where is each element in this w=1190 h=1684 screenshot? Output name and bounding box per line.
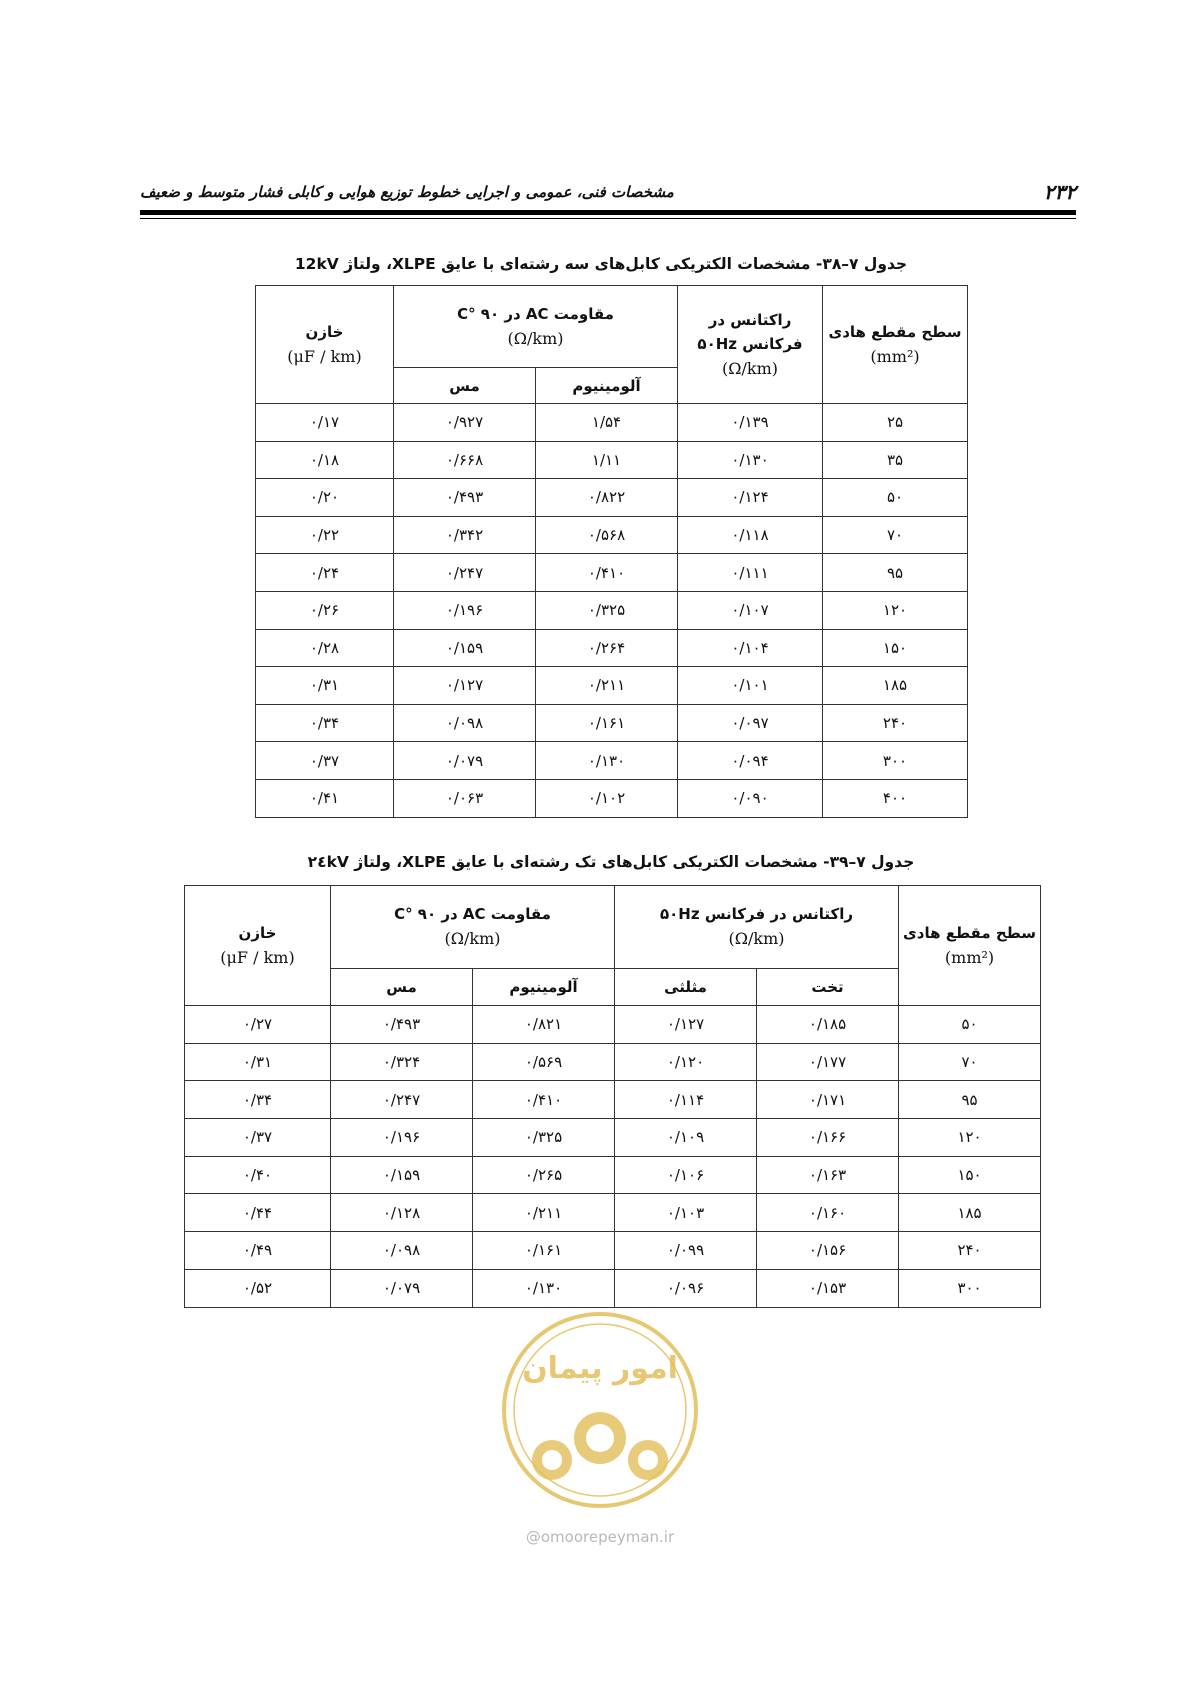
- cell-capacitance: ۰/۵۲: [185, 1269, 331, 1307]
- header-capacitance-unit: (μF / km): [287, 346, 362, 366]
- cell-aluminium: ۰/۲۱۱: [473, 1194, 615, 1232]
- cell-area: ۲۴۰: [823, 704, 968, 742]
- watermark-url: @omoorepeyman.ir: [525, 1528, 675, 1546]
- cell-reactance: ۰/۰۹۴: [678, 742, 823, 780]
- cell-area: ۵۰: [899, 1006, 1041, 1044]
- cell-trefoil: ۰/۰۹۶: [615, 1269, 757, 1307]
- cell-area: ۲۵: [823, 404, 968, 442]
- cell-area: ۲۴۰: [899, 1232, 1041, 1270]
- table-row: [256, 479, 968, 517]
- cell-aluminium: ۰/۱۳۰: [473, 1269, 615, 1307]
- cell-area: ۱۲۰: [899, 1119, 1041, 1157]
- cell-copper: ۰/۳۲۴: [331, 1043, 473, 1081]
- cell-area: ۱۲۰: [823, 591, 968, 629]
- header-resistance: [331, 886, 615, 969]
- header-reactance-title: راکتانس در فرکانس ۵۰Hz: [660, 905, 854, 924]
- cell-reactance: ۰/۱۰۱: [678, 667, 823, 705]
- cell-capacitance: ۰/۳۱: [185, 1043, 331, 1081]
- header-capacitance-title: خازن: [305, 322, 344, 341]
- table-row: [256, 629, 968, 667]
- header-area-unit: (mm²): [870, 346, 920, 366]
- cell-copper: ۰/۹۲۷: [394, 404, 536, 442]
- header-reactance-line2: فرکانس ۵۰Hz: [697, 334, 803, 353]
- table-row: [256, 779, 968, 817]
- cell-area: ۳۰۰: [823, 742, 968, 780]
- cell-copper: ۰/۰۹۸: [331, 1232, 473, 1270]
- table-row: [185, 1043, 1041, 1081]
- cell-aluminium: ۰/۳۲۵: [536, 591, 678, 629]
- cell-aluminium: ۱/۱۱: [536, 441, 678, 479]
- table-row: [256, 591, 968, 629]
- header-rule-thick: [140, 210, 1076, 215]
- cell-copper: ۰/۱۹۶: [394, 591, 536, 629]
- cell-flat: ۰/۱۵۶: [757, 1232, 899, 1270]
- cell-copper: ۰/۳۴۲: [394, 516, 536, 554]
- cell-capacitance: ۰/۲۶: [256, 591, 394, 629]
- header-capacitance: [256, 286, 394, 404]
- cell-reactance: ۰/۱۱۱: [678, 554, 823, 592]
- cell-area: ۳۰۰: [899, 1269, 1041, 1307]
- table-row: [185, 1156, 1041, 1194]
- cell-aluminium: ۰/۱۳۰: [536, 742, 678, 780]
- cell-capacitance: ۰/۴۴: [185, 1194, 331, 1232]
- cell-area: ۱۸۵: [823, 667, 968, 705]
- header-capacitance-title: خازن: [238, 923, 277, 942]
- cell-aluminium: ۱/۵۴: [536, 404, 678, 442]
- cell-aluminium: ۰/۴۱۰: [536, 554, 678, 592]
- cell-reactance: ۰/۱۲۴: [678, 479, 823, 517]
- header-aluminium: آلومینیوم: [473, 969, 615, 1006]
- cell-flat: ۰/۱۸۵: [757, 1006, 899, 1044]
- header-area-title: سطح مقطع هادی: [903, 923, 1037, 942]
- table-row: [256, 516, 968, 554]
- header-reactance-line1: راکتانس در: [708, 310, 792, 329]
- header-reactance: [678, 286, 823, 404]
- cell-copper: ۰/۴۹۳: [331, 1006, 473, 1044]
- table-row: [185, 1006, 1041, 1044]
- cell-capacitance: ۰/۱۸: [256, 441, 394, 479]
- header-trefoil: مثلثی: [615, 969, 757, 1006]
- cell-area: ۱۸۵: [899, 1194, 1041, 1232]
- cell-capacitance: ۰/۱۷: [256, 404, 394, 442]
- cell-area: ۵۰: [823, 479, 968, 517]
- cell-capacitance: ۰/۳۱: [256, 667, 394, 705]
- cell-capacitance: ۰/۲۸: [256, 629, 394, 667]
- header-reactance-unit: (Ω/km): [728, 929, 785, 949]
- cell-aluminium: ۰/۸۲۲: [536, 479, 678, 517]
- cell-aluminium: ۰/۸۲۱: [473, 1006, 615, 1044]
- cell-trefoil: ۰/۱۰۹: [615, 1119, 757, 1157]
- table1: [255, 285, 968, 818]
- header-area-unit: (mm²): [944, 947, 995, 967]
- cell-area: ۱۵۰: [823, 629, 968, 667]
- cell-aluminium: ۰/۲۶۴: [536, 629, 678, 667]
- cell-capacitance: ۰/۲۴: [256, 554, 394, 592]
- cell-trefoil: ۰/۱۰۳: [615, 1194, 757, 1232]
- running-title: مشخصات فنی، عمومی و اجرایی خطوط توزیع هوایی و کابلی فشار متوسط و ضعیف: [140, 183, 674, 201]
- cell-flat: ۰/۱۶۶: [757, 1119, 899, 1157]
- cell-reactance: ۰/۱۰۷: [678, 591, 823, 629]
- cell-aluminium: ۰/۵۶۸: [536, 516, 678, 554]
- header-area: [899, 886, 1041, 1006]
- cell-reactance: ۰/۱۳۹: [678, 404, 823, 442]
- cell-aluminium: ۰/۲۱۱: [536, 667, 678, 705]
- header-reactance: [615, 886, 899, 969]
- cell-capacitance: ۰/۴۹: [185, 1232, 331, 1270]
- cell-flat: ۰/۱۶۳: [757, 1156, 899, 1194]
- table-row: [256, 704, 968, 742]
- cell-aluminium: ۰/۲۶۵: [473, 1156, 615, 1194]
- cell-capacitance: ۰/۳۷: [185, 1119, 331, 1157]
- cell-aluminium: ۰/۵۶۹: [473, 1043, 615, 1081]
- cell-reactance: ۰/۰۹۰: [678, 779, 823, 817]
- cell-capacitance: ۰/۲۲: [256, 516, 394, 554]
- cell-reactance: ۰/۰۹۷: [678, 704, 823, 742]
- cell-area: ۹۵: [899, 1081, 1041, 1119]
- cell-copper: ۰/۲۴۷: [331, 1081, 473, 1119]
- header-capacitance: [185, 886, 331, 1006]
- watermark-logo-text: امور پیمان: [522, 1351, 678, 1386]
- table1-caption: جدول ۷–۳۸- مشخصات الکتریکی کابل‌های سه رشته‌ای با عایق XLPE، ولتاژ 12kV: [294, 255, 908, 273]
- cell-reactance: ۰/۱۰۴: [678, 629, 823, 667]
- cell-area: ۱۵۰: [899, 1156, 1041, 1194]
- cell-copper: ۰/۰۹۸: [394, 704, 536, 742]
- header-resistance-title: مقاومت AC در C° ۹۰: [394, 905, 551, 924]
- cell-aluminium: ۰/۱۶۱: [536, 704, 678, 742]
- cell-copper: ۰/۱۹۶: [331, 1119, 473, 1157]
- cell-reactance: ۰/۱۱۸: [678, 516, 823, 554]
- header-resistance-unit: (Ω/km): [507, 328, 564, 348]
- cell-copper: ۰/۰۷۹: [394, 742, 536, 780]
- table-row: [256, 742, 968, 780]
- cell-reactance: ۰/۱۳۰: [678, 441, 823, 479]
- cell-capacitance: ۰/۴۰: [185, 1156, 331, 1194]
- header-copper: مس: [394, 368, 536, 404]
- cell-aluminium: ۰/۱۶۱: [473, 1232, 615, 1270]
- header-copper: مس: [331, 969, 473, 1006]
- cell-aluminium: ۰/۴۱۰: [473, 1081, 615, 1119]
- table-row: [185, 1081, 1041, 1119]
- page-header: [140, 180, 1076, 206]
- table1-body: [256, 404, 968, 818]
- table-row: [185, 1194, 1041, 1232]
- cell-copper: ۰/۶۶۸: [394, 441, 536, 479]
- header-resistance: [394, 286, 678, 368]
- table-row: [256, 404, 968, 442]
- header-resistance-title: مقاومت AC در C° ۹۰: [457, 304, 614, 323]
- cell-trefoil: ۰/۱۰۶: [615, 1156, 757, 1194]
- cell-area: ۹۵: [823, 554, 968, 592]
- cell-copper: ۰/۱۵۹: [331, 1156, 473, 1194]
- cell-area: ۷۰: [823, 516, 968, 554]
- cell-trefoil: ۰/۱۲۰: [615, 1043, 757, 1081]
- cell-copper: ۰/۱۲۷: [394, 667, 536, 705]
- cell-copper: ۰/۱۵۹: [394, 629, 536, 667]
- cell-area: ۴۰۰: [823, 779, 968, 817]
- header-reactance-unit: (Ω/km): [722, 358, 779, 378]
- cell-flat: ۰/۱۷۱: [757, 1081, 899, 1119]
- cell-trefoil: ۰/۱۲۷: [615, 1006, 757, 1044]
- watermark-logo: [490, 1300, 710, 1560]
- cell-area: ۳۵: [823, 441, 968, 479]
- cell-flat: ۰/۱۶۰: [757, 1194, 899, 1232]
- table2-body: [185, 1006, 1041, 1308]
- header-rule-thin: [140, 218, 1076, 219]
- cell-capacitance: ۰/۴۱: [256, 779, 394, 817]
- cell-aluminium: ۰/۱۰۲: [536, 779, 678, 817]
- table-row: [185, 1232, 1041, 1270]
- table-row: [256, 554, 968, 592]
- cell-area: ۷۰: [899, 1043, 1041, 1081]
- table-row: [256, 667, 968, 705]
- header-flat: تخت: [757, 969, 899, 1006]
- cell-copper: ۰/۲۴۷: [394, 554, 536, 592]
- page-number: ۲۳۲: [1043, 180, 1076, 204]
- table-row: [185, 1119, 1041, 1157]
- cell-capacitance: ۰/۲۰: [256, 479, 394, 517]
- table2: [184, 885, 1041, 1308]
- header-resistance-unit: (Ω/km): [444, 929, 501, 949]
- table-row: [256, 441, 968, 479]
- cell-flat: ۰/۱۵۳: [757, 1269, 899, 1307]
- cell-capacitance: ۰/۳۴: [256, 704, 394, 742]
- header-area-title: سطح مقطع هادی: [828, 322, 962, 341]
- cell-copper: ۰/۱۲۸: [331, 1194, 473, 1232]
- cell-capacitance: ۰/۳۷: [256, 742, 394, 780]
- header-area: [823, 286, 968, 404]
- table2-caption: جدول ۷–۳۹- مشخصات الکتریکی کابل‌های تک رشته‌ای با عایق XLPE، ولتاژ ۲٤kV: [307, 853, 915, 871]
- cell-trefoil: ۰/۰۹۹: [615, 1232, 757, 1270]
- cell-trefoil: ۰/۱۱۴: [615, 1081, 757, 1119]
- cell-copper: ۰/۰۶۳: [394, 779, 536, 817]
- cell-capacitance: ۰/۲۷: [185, 1006, 331, 1044]
- cell-aluminium: ۰/۳۲۵: [473, 1119, 615, 1157]
- cell-copper: ۰/۴۹۳: [394, 479, 536, 517]
- header-aluminium: آلومینیوم: [536, 368, 678, 404]
- header-capacitance-unit: (μF / km): [220, 947, 295, 967]
- cell-flat: ۰/۱۷۷: [757, 1043, 899, 1081]
- cell-capacitance: ۰/۳۴: [185, 1081, 331, 1119]
- cell-copper: ۰/۰۷۹: [331, 1269, 473, 1307]
